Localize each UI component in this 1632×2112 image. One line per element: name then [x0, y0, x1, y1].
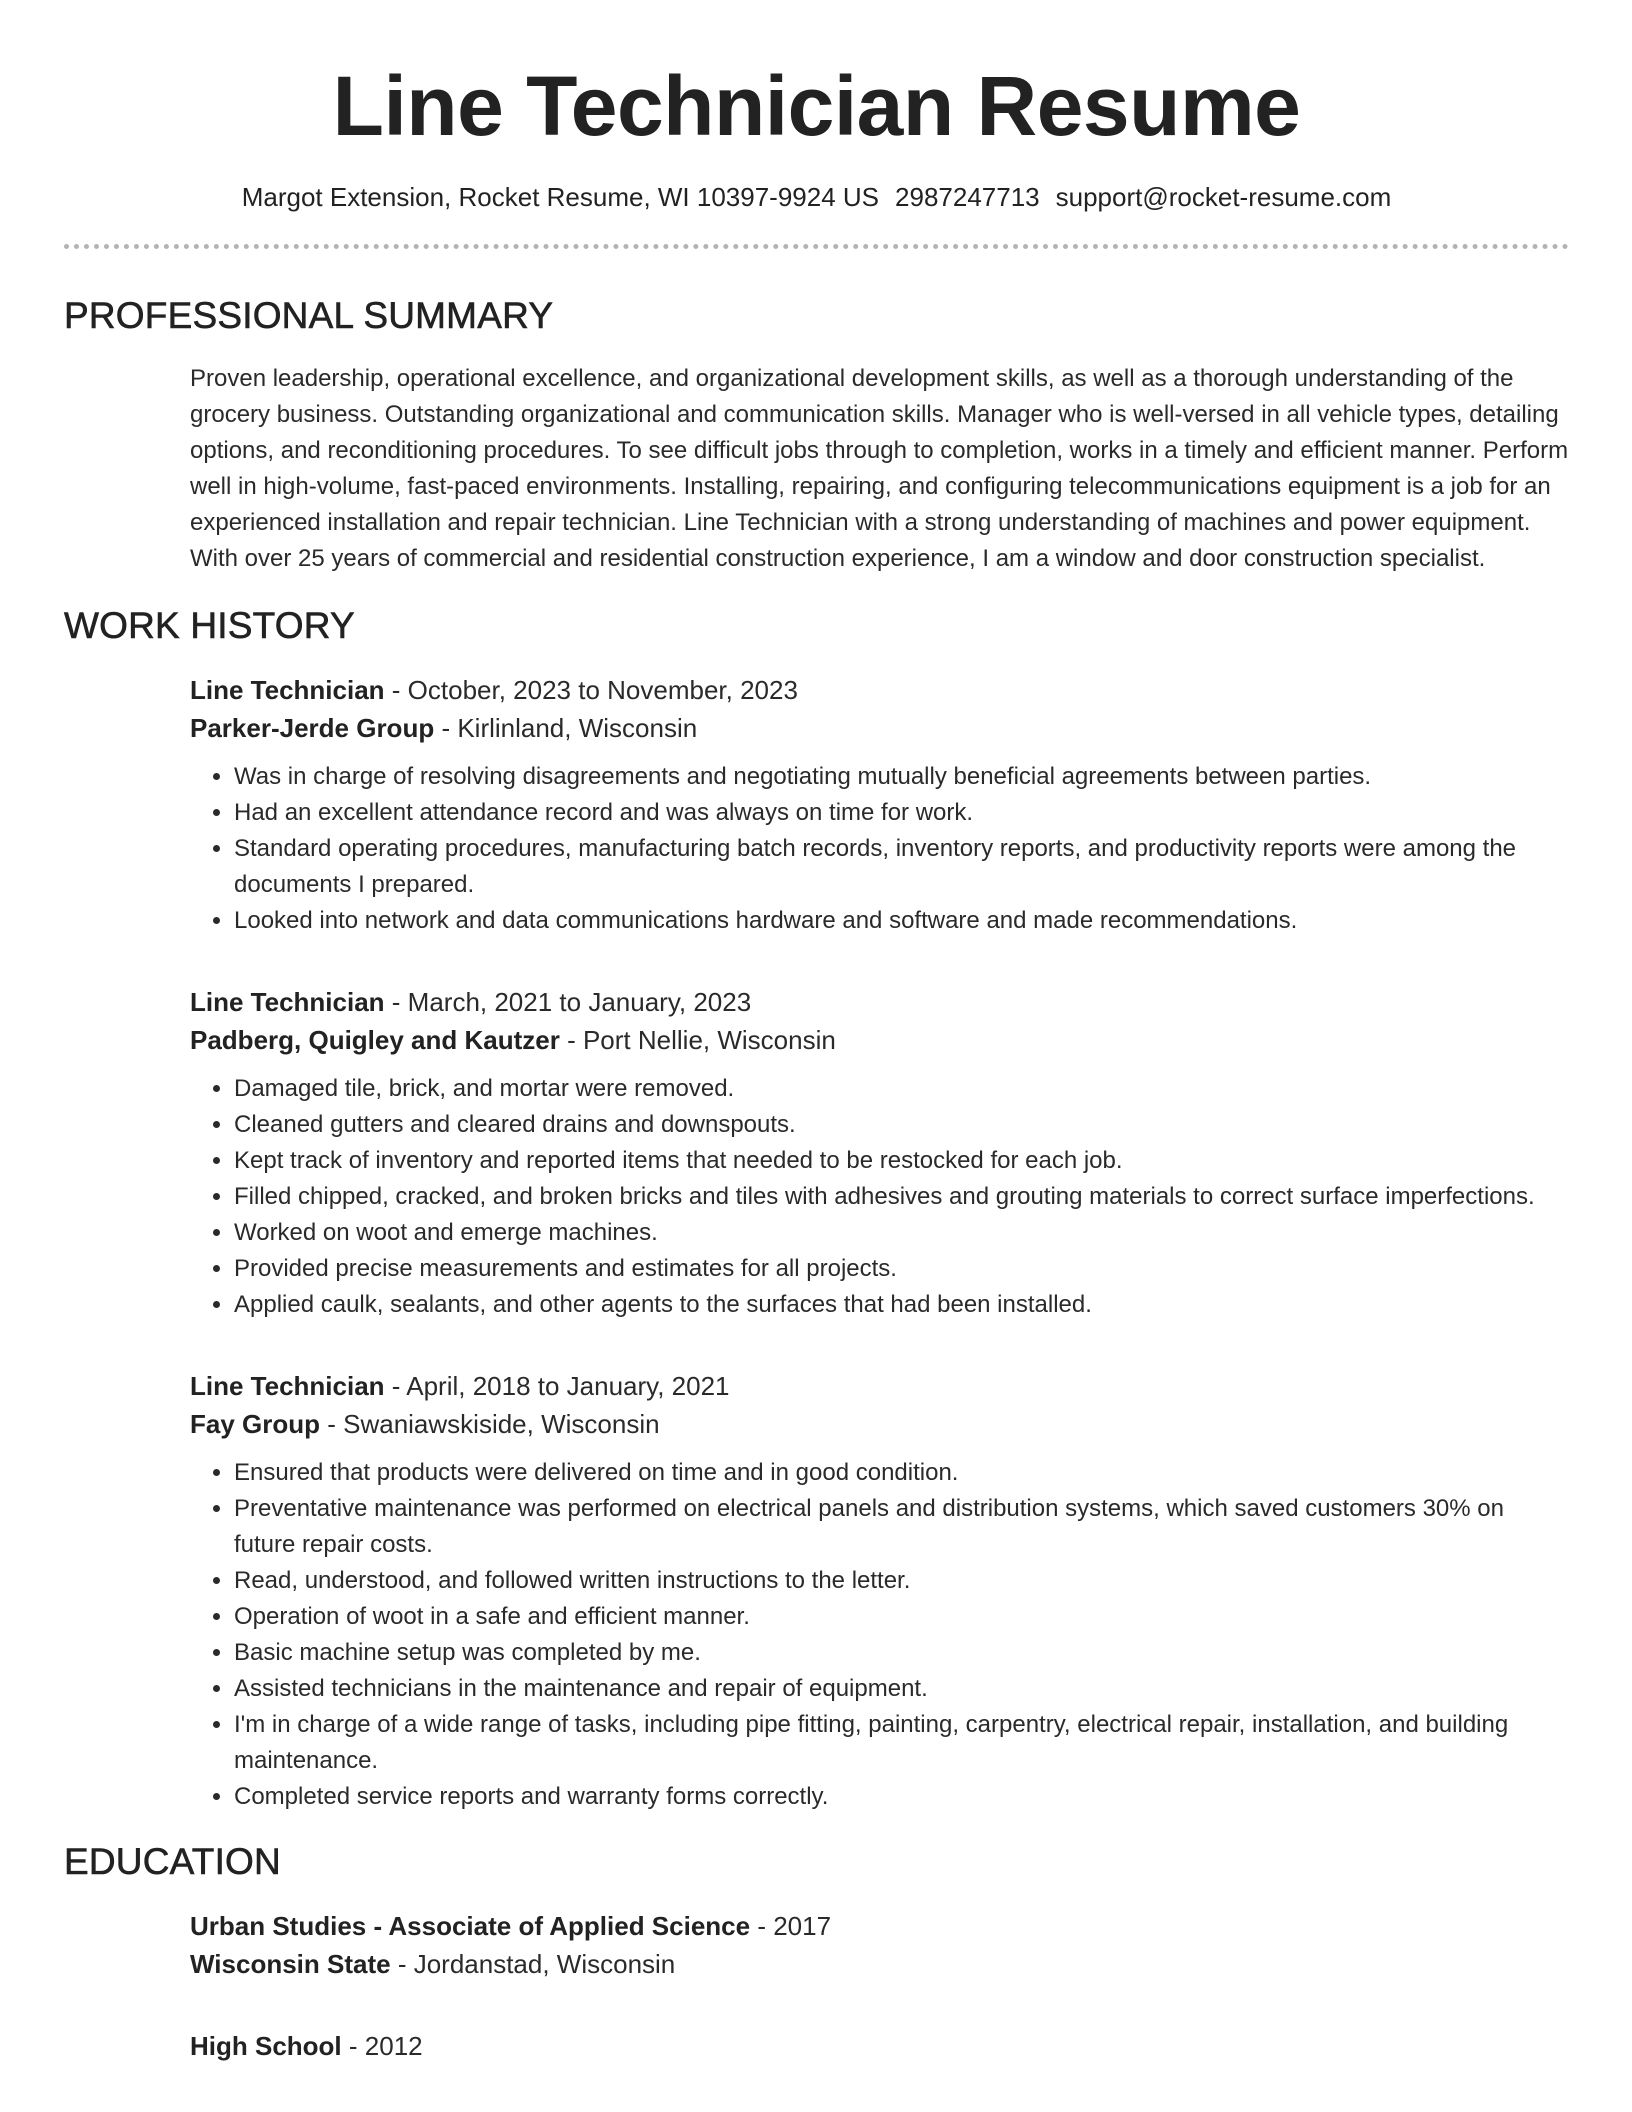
- job-entry: [190, 983, 1569, 1323]
- job-bullet: • Damaged tile, brick, and mortar were removed.: [234, 1071, 1569, 1107]
- education-location: - Jordanstad, Wisconsin: [390, 1949, 676, 1979]
- job-company: Fay Group: [190, 1409, 321, 1439]
- job-title: Line Technician: [190, 1371, 385, 1401]
- contact-line: [64, 180, 1569, 214]
- contact-address: Margot Extension, Rocket Resume, WI 10397-9924 US: [241, 182, 880, 212]
- work-history-section: [190, 671, 1569, 1815]
- education-school: Wisconsin State: [190, 1949, 391, 1979]
- job-title: Line Technician: [190, 675, 385, 705]
- job-bullets: [190, 1071, 1569, 1323]
- job-bullet: • I'm in charge of a wide range of tasks, including pipe fitting, painting, carpentry, electrical repair, installation, and building maintenance.: [234, 1707, 1569, 1779]
- job-bullet: • Standard operating procedures, manufacturing batch records, inventory reports, and productivity reports were among the documents I prepared.: [234, 831, 1569, 903]
- education-degree-line: [190, 2027, 1569, 2065]
- education-degree-line: [190, 1907, 1569, 1945]
- job-dates: - April, 2018 to January, 2021: [384, 1371, 730, 1401]
- education-section: [190, 1907, 1569, 2065]
- work-history-heading: WORK HISTORY: [64, 605, 355, 646]
- education-heading: EDUCATION: [64, 1841, 281, 1882]
- job-company: Padberg, Quigley and Kautzer: [190, 1025, 560, 1055]
- job-bullet: • Looked into network and data communications hardware and software and made recommendations.: [234, 903, 1569, 939]
- job-dates: - October, 2023 to November, 2023: [384, 675, 798, 705]
- job-company-line: [190, 1021, 1569, 1059]
- job-bullet: • Preventative maintenance was performed on electrical panels and distribution systems, which saved customers 30% on future repair costs.: [234, 1491, 1569, 1563]
- education-degree: High School: [190, 2031, 342, 2061]
- education-year: - 2012: [341, 2031, 423, 2061]
- job-title: Line Technician: [190, 987, 385, 1017]
- job-dates: - March, 2021 to January, 2023: [384, 987, 752, 1017]
- job-bullet: • Completed service reports and warranty forms correctly.: [234, 1779, 1569, 1815]
- resume-title: Line Technician Resume: [332, 59, 1301, 153]
- summary-text: Proven leadership, operational excellence, and organizational development skills, as well as a thorough understanding of the grocery business. Outstanding organizational and communication skills. Manager who is well-versed in all vehicle types, detailing options, and reconditioning procedures. To see difficult jobs through to completion, works in a timely and efficient manner. Perform well in high-volume, fast-paced environments. Installing, repairing, and configuring telecommunications equipment is a job for an experienced installation and repair technician. Line Technician with a strong understanding of machines and power equipment. With over 25 years of commercial and residential construction experience, I am a window and door construction specialist.: [190, 365, 1569, 572]
- job-bullet: • Kept track of inventory and reported items that needed to be restocked for each job.: [234, 1143, 1569, 1179]
- job-title-line: [190, 671, 1569, 709]
- job-bullets: [190, 1455, 1569, 1815]
- job-title-line: [190, 983, 1569, 1021]
- job-bullet: • Had an excellent attendance record and was always on time for work.: [234, 795, 1569, 831]
- job-bullet: • Read, understood, and followed written instructions to the letter.: [234, 1563, 1569, 1599]
- job-bullet: • Assisted technicians in the maintenance and repair of equipment.: [234, 1671, 1569, 1707]
- contact-email: support@rocket-resume.com: [1055, 182, 1392, 212]
- education-entry: [190, 1907, 1569, 1983]
- job-entry: [190, 671, 1569, 939]
- job-location: - Kirlinland, Wisconsin: [434, 713, 698, 743]
- job-location: - Swaniawskiside, Wisconsin: [320, 1409, 660, 1439]
- job-bullet: • Filled chipped, cracked, and broken bricks and tiles with adhesives and grouting materials to correct surface imperfections.: [234, 1179, 1569, 1215]
- job-title-line: [190, 1367, 1569, 1405]
- job-company-line: [190, 709, 1569, 747]
- education-entry: [190, 2027, 1569, 2065]
- resume-page: [64, 0, 1569, 2065]
- job-entry: [190, 1367, 1569, 1815]
- job-bullet: • Was in charge of resolving disagreements and negotiating mutually beneficial agreements between parties.: [234, 759, 1569, 795]
- contact-phone: 2987247713: [895, 182, 1040, 212]
- job-bullet: • Ensured that products were delivered on time and in good condition.: [234, 1455, 1569, 1491]
- job-bullet: • Worked on woot and emerge machines.: [234, 1215, 1569, 1251]
- job-bullets: [190, 759, 1569, 939]
- job-bullet: • Basic machine setup was completed by me.: [234, 1635, 1569, 1671]
- job-bullet: • Operation of woot in a safe and efficient manner.: [234, 1599, 1569, 1635]
- header-divider: [64, 244, 1569, 249]
- job-company-line: [190, 1405, 1569, 1443]
- education-degree: Urban Studies - Associate of Applied Science: [190, 1911, 751, 1941]
- job-bullet: • Cleaned gutters and cleared drains and downspouts.: [234, 1107, 1569, 1143]
- summary-heading: PROFESSIONAL SUMMARY: [64, 295, 554, 336]
- job-location: - Port Nellie, Wisconsin: [559, 1025, 836, 1055]
- job-bullet: • Applied caulk, sealants, and other agents to the surfaces that had been installed.: [234, 1287, 1569, 1323]
- job-bullet: • Provided precise measurements and estimates for all projects.: [234, 1251, 1569, 1287]
- job-company: Parker-Jerde Group: [190, 713, 435, 743]
- education-school-line: [190, 1945, 1569, 1983]
- summary-section: [190, 361, 1569, 577]
- education-year: - 2017: [750, 1911, 832, 1941]
